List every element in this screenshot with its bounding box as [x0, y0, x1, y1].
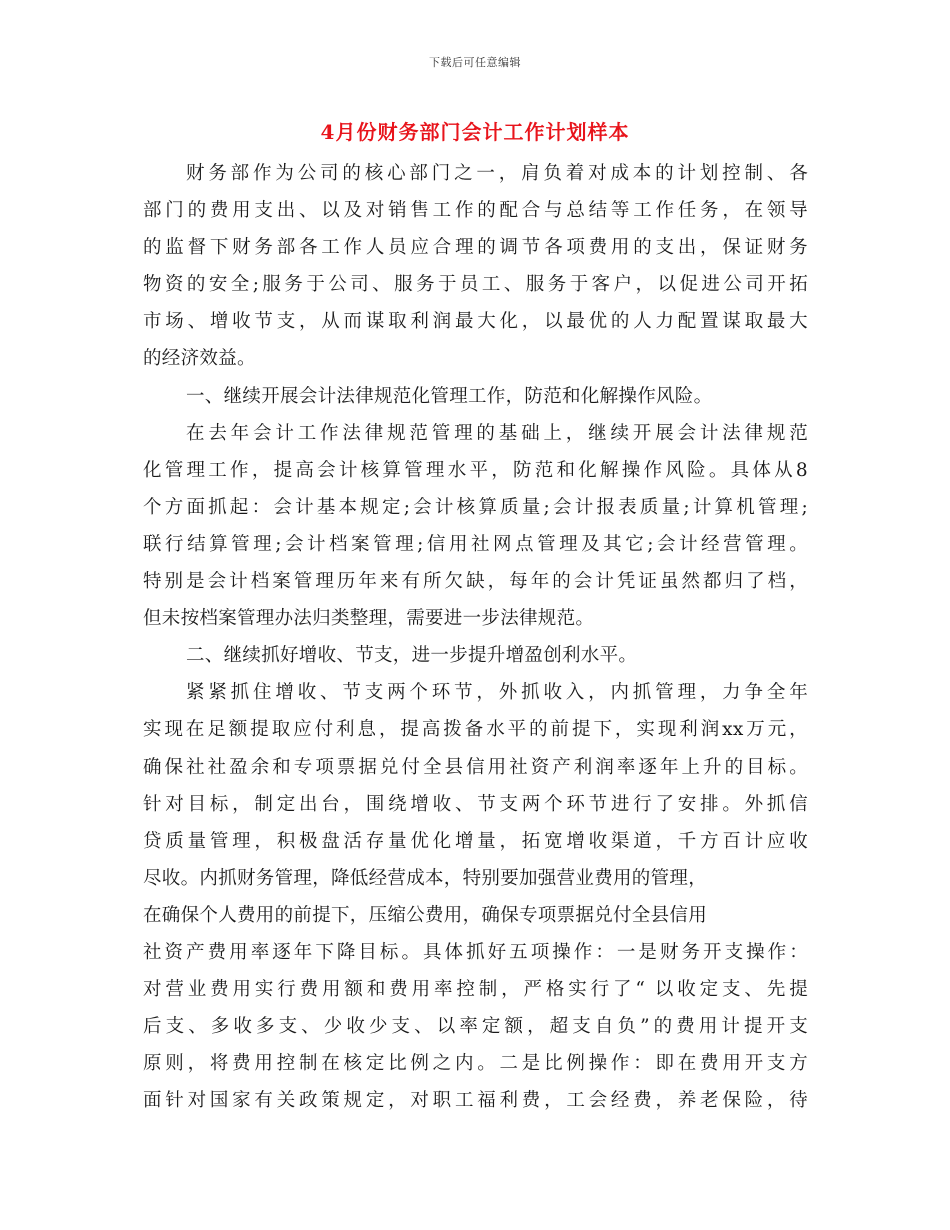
text-line: 部门的费用支出、以及对销售工作的配合与总结等工作任务，在领导	[143, 200, 808, 222]
text-line: 针对目标，制定出台，围绕增收、节支两个环节进行了安排。外抓信	[143, 793, 808, 815]
text-line: 实现在足额提取应付利息，提高拨备水平的前提下，实现利润xx万元，	[143, 719, 808, 741]
text-line: 对营业费用实行费用额和费用率控制，严格实行了“ 以收定支、先提	[143, 979, 808, 1001]
document-title: 4月份财务部门会计工作计划样本	[320, 120, 630, 144]
text-line: 的经济效益。	[143, 348, 256, 370]
text-line: 财务部作为公司的核心部门之一，肩负着对成本的计划控制、各	[186, 163, 808, 184]
text-line: 市场、增收节支，从而谋取利润最大化，以最优的人力配置谋取最大	[143, 311, 808, 333]
header-note: 下载后可任意编辑	[429, 56, 521, 69]
text-line: 社资产费用率逐年下降目标。具体抓好五项操作：一是财务开支操作：	[143, 941, 808, 963]
text-line: 特别是会计档案管理历年来有所欠缺，每年的会计凭证虽然都归了档，	[143, 571, 808, 593]
text-line: 物资的安全;服务于公司、服务于员工、服务于客户，以促进公司开拓	[143, 274, 808, 296]
text-line: 个方面抓起：会计基本规定;会计核算质量;会计报表质量;计算机管理;	[143, 496, 808, 518]
text-line: 联行结算管理;会计档案管理;信用社网点管理及其它;会计经营管理。	[143, 533, 808, 555]
document-body	[143, 155, 808, 1119]
text-line: 尽收。内抓财务管理，降低经营成本，特别要加强营业费用的管理，	[143, 867, 708, 889]
text-line: 紧紧抓住增收、节支两个环节，外抓收入，内抓管理，力争全年	[186, 682, 808, 704]
text-line: 原则，将费用控制在核定比例之内。二是比例操作：即在费用开支方	[143, 1053, 808, 1075]
text-line: 化管理工作，提高会计核算管理水平，防范和化解操作风险。具体从8	[143, 459, 808, 481]
text-line: 确保社社盈余和专项票据兑付全县信用社资产利润率逐年上升的目标。	[143, 756, 808, 778]
text-line: 的监督下财务部各工作人员应合理的调节各项费用的支出，保证财务	[143, 237, 808, 259]
text-line: 二、继续抓好增收、节支，进一步提升增盈创利水平。	[186, 645, 638, 667]
text-line: 在去年会计工作法律规范管理的基础上，继续开展会计法律规范	[186, 422, 808, 444]
text-line: 面针对国家有关政策规定，对职工福利费，工会经费，养老保险，待	[143, 1090, 808, 1112]
text-line: 在确保个人费用的前提下，压缩公费用，确保专项票据兑付全县信用	[143, 904, 708, 926]
text-line: 一、继续开展会计法律规范化管理工作，防范和化解操作风险。	[186, 385, 713, 407]
text-line: 贷质量管理，积极盘活存量优化增量，拓宽增收渠道，千方百计应收	[143, 830, 808, 852]
text-line: 但未按档案管理办法归类整理，需要进一步法律规范。	[143, 608, 595, 630]
text-line: 后支、多收多支、少收少支、以率定额，超支自负”的费用计提开支	[143, 1016, 808, 1038]
